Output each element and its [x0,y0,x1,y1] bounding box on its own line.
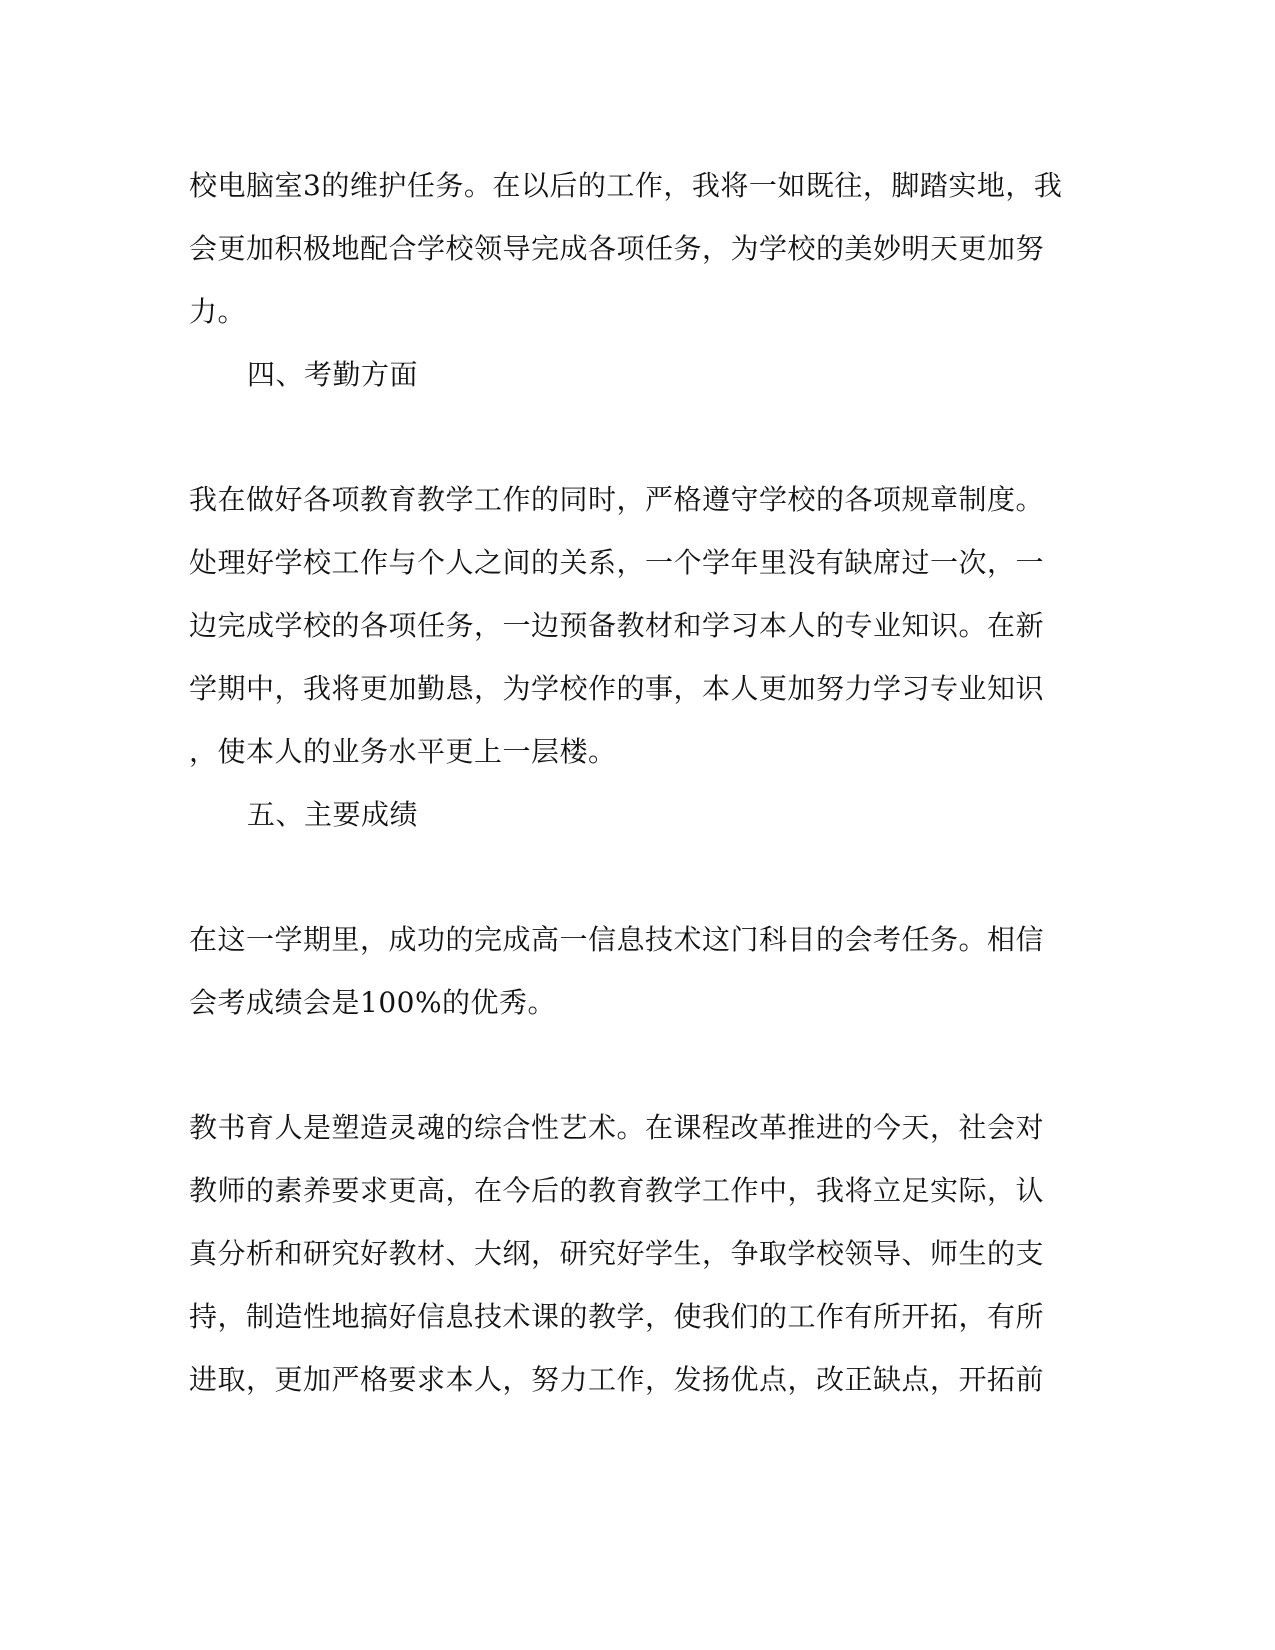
text-line: 真分析和研究好教材、大纲，研究好学生，争取学校领导、师生的支 [189,1237,1045,1270]
text-line: 教书育人是塑造灵魂的综合性艺术。在课程改革推进的今天，社会对 [189,1111,1045,1144]
text-line: 会考成绩会是100%的优秀。 [189,986,557,1019]
text-line: ，使本人的业务水平更上一层楼。 [189,735,617,768]
text-line: 在这一学期里，成功的完成高一信息技术这门科目的会考任务。相信 [189,923,1045,956]
text-line: 教师的素养要求更高，在今后的教育教学工作中，我将立足实际，认 [189,1174,1045,1207]
text-line: 力。 [189,295,247,328]
text-line: 会更加积极地配合学校领导完成各项任务，为学校的美妙明天更加努 [189,232,1045,265]
text-line: 我在做好各项教育教学工作的同时，严格遵守学校的各项规章制度。 [189,483,1045,516]
text-line: 持，制造性地搞好信息技术课的教学，使我们的工作有所开拓，有所 [189,1300,1045,1333]
section-heading-attendance: 四、考勤方面 [247,358,419,391]
text-line: 处理好学校工作与个人之间的关系，一个学年里没有缺席过一次，一 [189,546,1045,579]
section-heading-achievements: 五、主要成绩 [247,798,419,831]
text-line: 进取，更加严格要求本人，努力工作，发扬优点，改正缺点，开拓前 [189,1363,1045,1396]
text-line: 学期中，我将更加勤恳，为学校作的事，本人更加努力学习专业知识 [189,672,1045,705]
text-line: 校电脑室3的维护任务。在以后的工作，我将一如既往，脚踏实地，我 [189,169,1063,202]
text-line: 边完成学校的各项任务，一边预备教材和学习本人的专业知识。在新 [189,609,1045,642]
